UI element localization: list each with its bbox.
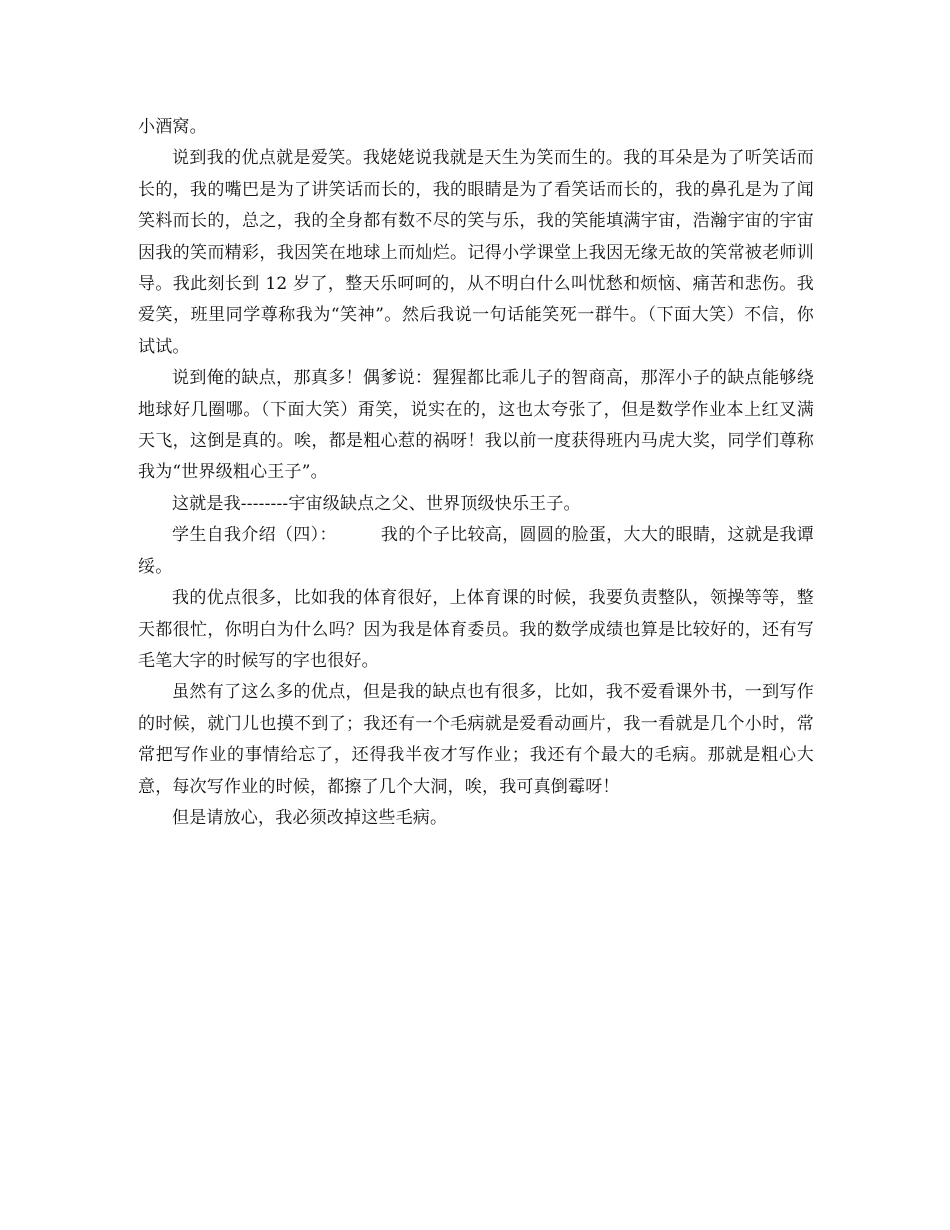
paragraph-strengths: 说到我的优点就是爱笑。我姥姥说我就是天生为笑而生的。我的耳朵是为了听笑话而长的，我的嘴巴是为了讲笑话而长的，我的眼睛是为了看笑话而长的，我的鼻孔是为了闻笑料而长的，总之，我的全身都有数不尽的笑与乐，我的笑能填满宇宙，浩瀚宇宙的宇宙因我的笑而精彩，我因笑在地球上而灿烂。记得小学课堂上我因无缘无故的笑常被老师训导。我此刻长到 12 岁了，整天乐呵呵的，从不明白什么叫忧愁和烦恼、痛苦和悲伤。我爱笑，班里同学尊称我为“笑神”。然后我说一句话能笑死一群牛。（下面大笑）不信，你试试。 [138,148,814,357]
paragraph-continuation: 小酒窝。 [138,117,207,137]
paragraph-closing: 但是请放心，我必须改掉这些毛病。 [172,807,448,828]
paragraph-intro-four [138,520,814,583]
paragraph-weaknesses: 说到俺的缺点，那真多！偶爹说：猩猩都比乖儿子的智商高，那浑小子的缺点能够绕地球好几圈哪。（下面大笑）甭笑，说实在的，这也太夸张了，但是数学作业本上红叉满天飞，这倒是真的。唉，都是粗心惹的祸呀！我以前一度获得班内马虎大奖，同学们尊称我为“世界级粗心王子”。 [138,368,814,483]
document-body [138,112,814,834]
intro-heading: 学生自我介绍（四）： [172,525,337,546]
intro-text: 我的个子比较高，圆圆的脸蛋，大大的眼睛，这就是我谭绥。 [138,525,815,577]
paragraph-disadvantages: 虽然有了这么多的优点，但是我的缺点也有很多，比如，我不爱看课外书，一到写作的时候，就门儿也摸不到了；我还有一个毛病就是爱看动画片，我一看就是几个小时，常常把写作业的事情给忘了，还得我半夜才写作业；我还有个最大的毛病。那就是粗心大意，每次写作业的时候，都擦了几个大洞，唉，我可真倒霉呀！ [138,682,814,797]
paragraph-summary: 这就是我--------宇宙级缺点之父、世界顶级快乐王子。 [172,493,581,514]
paragraph-advantages: 我的优点很多，比如我的体育很好，上体育课的时候，我要负责整队，领操等等，整天都很忙，你明白为什么吗？因为我是体育委员。我的数学成绩也算是比较好的，还有写毛笔大字的时候写的字也很好。 [138,588,814,671]
